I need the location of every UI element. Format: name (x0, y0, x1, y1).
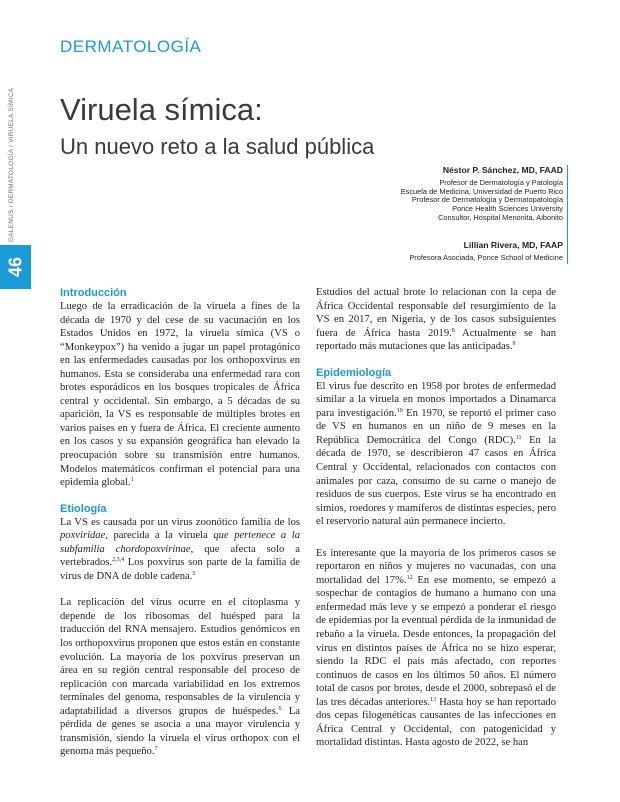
section-label: DERMATOLOGÍA (60, 37, 202, 56)
page-number-tab (0, 245, 31, 289)
right-column (316, 286, 556, 750)
running-head: GALENUS / DERMATOLOGÍA / VIRUELA SÍMICA (8, 87, 15, 242)
author-affiliation: Consultor, Hospital Menonita, Aibonito (438, 212, 563, 222)
author-affiliation: Profesor de Dermatología y Dermatopatología (411, 195, 563, 205)
article-title: Viruela símica: (60, 92, 263, 127)
page-number: 46 (5, 256, 25, 278)
author-divider (567, 165, 568, 251)
paragraph: La VS es causada por un virus zoonótico familia de los poxviridae, parecida a la viruela que pertenece a la subfamilia chordopoxvirinae, que afecta solo a vertebrados.$^{2,3,4}$ Los poxvirus son parte de la familia de virus de DNA de doble cadena.$^5$ (60, 516, 300, 582)
left-column (60, 286, 300, 759)
paragraph: Es interesante que la mayoría de los primeros casos se reportaron en niños y mujeres no vacunadas, con una mortalidad del 17%.$^{12}$ En ese momento, se empezó a sospechar de contagios de humano a humano con una enfermedad más leve y se empezó a ponderar el riesgo de epidemias por la eventual pérdida de la inmunidad de rebaño a la viruela. Desde entonces, la propagación del virus en distintos países de África no se hizo esperar, siendo la RDC el país más afectado, con reportes continuos de casos en los últimos 50 años. El número total de casos por brotes, desde el 2000, sobrepasó el de las tres décadas anteriores.$^{13}$ Hasta hoy se han reportado dos cepas filogenéticas causantes de las infecciones en África Central y Occidental, con patogenicidad y mortalidad distintas. Hasta agosto de 2022, se han (316, 547, 556, 749)
paragraph: El virus fue descrito en 1958 por brotes de enfermedad similar a la viruela en monos importados a Dinamarca para investigación.$^{10}$ En 1970, se reportó el primer caso de VS en humanos en un niño de 9 meses en la República Democrática del Congo (RDC).$^{11}$ En la década de 1970, se describieron 47 casos en África Central y Occidental, relacionados con contactos con animales por caza, consumo de su carne o manejo de residuos de sus cuerpos. Este virus se ha encontrado en simios, roedores y mamíferos de distintas especies, pero el reservorio natural aún permanece incierto. (316, 380, 556, 528)
author-affiliation: Profesora Asociada, Ponce School of Medicine (409, 253, 563, 262)
heading-etiologia: Etiología (60, 502, 107, 515)
author-block-2 (409, 240, 563, 263)
article-subtitle: Un nuevo reto a la salud pública (60, 134, 375, 159)
author-block-1 (401, 165, 563, 223)
author-affiliation: Profesor de Dermatología y Patología (439, 178, 563, 187)
heading-epidemiologia: Epidemiología (316, 366, 392, 379)
paragraph: Estudios del actual brote lo relacionan con la cepa de África Occidental responsable del resurgimiento de la VS en 2017, en Nigeria, y de los casos subsiguientes fuera de África hasta 2019.$^8$ Actualmente se han reportado más mutaciones que las anticipadas.$^9$ (316, 287, 556, 353)
author-affiliation: Ponce Health Sciences University (452, 204, 563, 214)
author-divider (567, 240, 568, 264)
author-name: Lillian Rivera, MD, FAAP (463, 240, 563, 250)
paragraph: Luego de la erradicación de la viruela a fines de la década de 1970 y del cese de su vacunación en los Estados Unidos en 1972, la viruela símica (VS o “Monkeypox”) ha venido a jugar un papel protagónico en las enfermedades causadas por los orthopoxvirus en humanos. Esta se consideraba una enfermedad rara con brotes esporádicos en los bosques tropicales de África central y occidental. Sin embargo, a 5 décadas de su aparición, la VS es responsable de múltiples brotes en varios países en y fuera de África. El creciente aumento en los casos y su expansión geográfica han elevado la preocupación sobre su transmisión entre humanos. Modelos matemáticos confirman el potencial para una epidemia global.$^1$ (60, 301, 300, 489)
author-affiliation: Escuela de Medicina, Universidad de Puerto Rico (400, 186, 563, 196)
heading-introduccion: Introducción (60, 287, 127, 299)
paragraph: La replicación del virus ocurre en el citoplasma y depende de los ribosomas del huésped para la traducción del RNA mensajero. Estudios genómicos en los orthopoxvirus proponen que estos están en constante evolución. La mayoría de los poxvirus preservan un área en su región central responsable del proceso de replicación con marcada variabilidad en los extremos terminales del genoma, responsables de la virulencia y adaptabilidad a diversos grupos de huéspedes.$^6$ La pérdida de genes se asocia a una mayor virulencia y transmisión, siendo la viruela el virus orthopox con el genoma más pequeño.$^7$ (60, 597, 301, 758)
author-name: Néstor P. Sánchez, MD, FAAD (442, 165, 563, 175)
